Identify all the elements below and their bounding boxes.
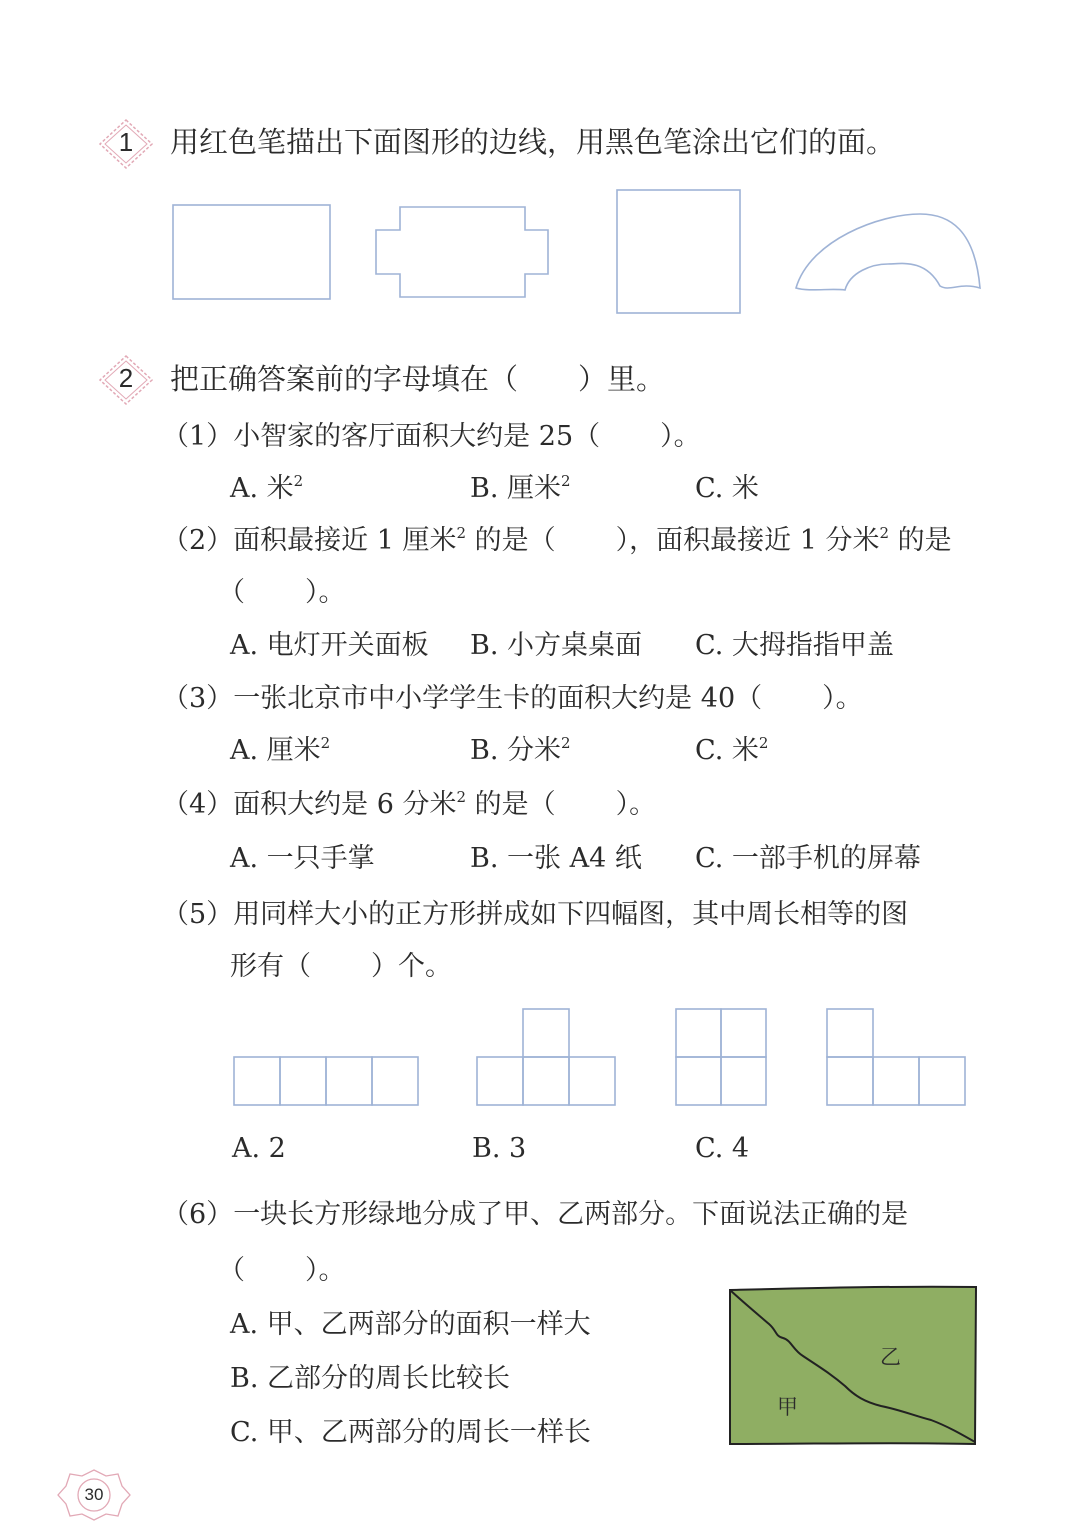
item-5-option-a: A. 2 — [232, 1133, 286, 1164]
figure-row-of-four — [234, 1057, 418, 1105]
item-label: （3） — [162, 683, 234, 714]
item-2-stem: （2）面积最接近 1 厘米$^2$ 的是（ ），面积最接近 1 分米$^2$ 的是 — [162, 524, 952, 556]
arch-shape — [796, 214, 980, 290]
item-stem-b: ）。 — [660, 421, 701, 452]
item-label: （1） — [162, 421, 234, 452]
question-2-number: 2 — [118, 363, 134, 393]
figure-l-shape — [827, 1009, 965, 1105]
question-2-instruction — [170, 362, 665, 396]
item-label: （6） — [162, 1199, 234, 1230]
item-label: （4） — [162, 789, 234, 820]
item-6-option-b: B. 乙部分的周长比较长 — [230, 1363, 511, 1394]
item-2-option-b: B. 小方桌桌面 — [470, 630, 643, 661]
field-label-yi: 乙 — [880, 1345, 901, 1369]
item-5-stem-line2: 形有（ ）个。 — [230, 951, 452, 982]
item-4-option-a: A. 一只手掌 — [230, 843, 375, 874]
item-1-stem — [162, 420, 701, 454]
question-2-instruction-b: ）里。 — [578, 362, 666, 396]
item-3-option-c: C. 米$^2$ — [695, 734, 769, 766]
item-3-option-b: B. 分米$^2$ — [470, 734, 571, 766]
square-shape — [617, 190, 740, 313]
figure-t-shape — [477, 1009, 615, 1105]
item-label: （2） — [162, 525, 234, 556]
item-6-option-a: A. 甲、乙两部分的面积一样大 — [230, 1309, 591, 1340]
question-1-number: 1 — [118, 127, 134, 157]
item-3-option-a: A. 厘米$^2$ — [230, 734, 331, 766]
item-2-option-c: C. 大拇指指甲盖 — [695, 630, 894, 661]
square-figures — [230, 1005, 970, 1111]
item-1-option-b: B. 厘米$^2$ — [470, 472, 571, 504]
question-2-instruction-a: 把正确答案前的字母填在（ — [170, 362, 519, 396]
item-label: （5） — [162, 899, 234, 930]
cross-shape — [376, 207, 548, 297]
green-field-figure — [725, 1284, 981, 1448]
item-6-option-c: C. 甲、乙两部分的周长一样长 — [230, 1417, 591, 1448]
figure-two-by-two — [676, 1009, 766, 1105]
page-number: 30 — [84, 1485, 104, 1504]
item-6-stem-line2: （ ）。 — [218, 1255, 346, 1286]
q1-shapes — [160, 180, 1000, 330]
item-3-stem: （3）一张北京市中小学学生卡的面积大约是 40（ ）。 — [162, 683, 863, 714]
field-label-jia: 甲 — [777, 1395, 798, 1419]
item-1-option-a: A. 米$^2$ — [230, 472, 304, 504]
item-5-option-c: C. 4 — [695, 1133, 750, 1164]
item-5-stem: （5）用同样大小的正方形拼成如下四幅图，其中周长相等的图 — [162, 899, 909, 930]
item-stem-a: 小智家的客厅面积大约是 25（ — [233, 421, 601, 452]
item-2-option-a: A. 电灯开关面板 — [230, 630, 429, 661]
item-5-option-b: B. 3 — [472, 1133, 527, 1164]
rectangle-shape — [173, 205, 330, 299]
item-2-stem-line2: （ ）。 — [218, 577, 346, 608]
question-1-instruction: 用红色笔描出下面图形的边线，用黑色笔涂出它们的面。 — [170, 125, 896, 159]
item-4-stem: （4）面积大约是 6 分米$^2$ 的是（ ）。 — [162, 788, 657, 820]
item-1-option-c: C. 米 — [695, 473, 759, 504]
item-4-option-c: C. 一部手机的屏幕 — [695, 843, 921, 874]
item-6-stem: （6）一块长方形绿地分成了甲、乙两部分。下面说法正确的是 — [162, 1199, 909, 1230]
item-4-option-b: B. 一张 A4 纸 — [470, 843, 642, 874]
